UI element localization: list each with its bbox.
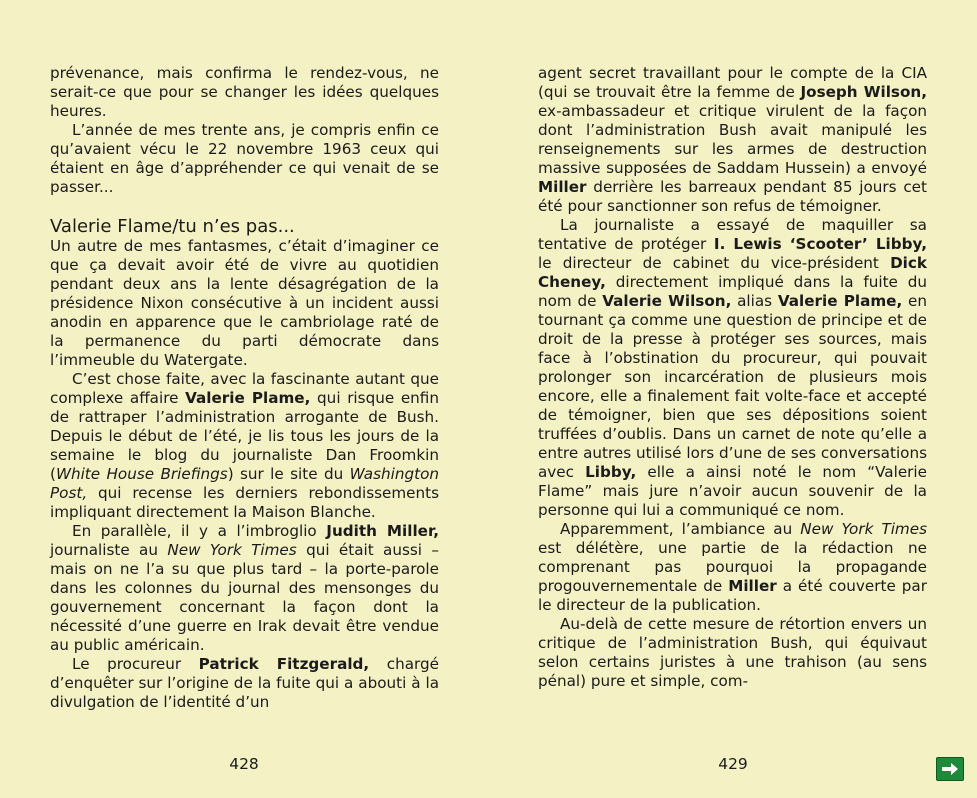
page-number-right: 429	[718, 755, 748, 773]
paragraph: agent secret travaillant pour le compte de la CIA (qui se trouvait être la femme de Joseph Wilson, ex-ambassadeur et critique virulent de la façon dont l’administration Bush avait manipulé les renseignements sur les armes de destruction massive supposées de Saddam Hussein) a envoyé Miller derrière les barreaux pendant 85 jours cet été pour sanctionner son refus de témoigner.	[538, 64, 927, 215]
paragraph: La journaliste a essayé de maquiller sa tentative de protéger I. Lewis ‘Scooter’ Libby, le directeur de cabinet du vice-président Dick Cheney, directement impliqué dans la fuite du nom de Valerie Wilson, alias Valerie Plame, en tournant ça comme une question de principe et de droit de la presse à protéger ses sources, mais face à l’obstination du procureur, qui pouvait prolonger son incarcération de plusieurs mois encore, elle a finalement fait volte-face et accepté de témoigner, bien que ses dépositions soient truffées d’oublis. Dans un carnet de note qu’elle a entre autres utilisé lors d’une de ses conversations avec Libby, elle a ainsi noté le nom “Valerie Flame” mais jure n’avoir aucun souvenir de la personne qui lui a communiqué ce nom.	[538, 216, 927, 519]
italic-title: New York Times	[167, 541, 297, 559]
next-page-button[interactable]	[936, 757, 964, 781]
bold-name: Valerie Plame,	[185, 389, 311, 407]
paragraph: prévenance, mais confirma le rendez-vous, ne serait-ce que pour se changer les idées quelques heures.	[50, 64, 439, 120]
arrow-right-icon	[941, 762, 959, 776]
section-title: Valerie Flame/tu n’es pas...	[50, 216, 295, 237]
bold-name: Valerie Wilson,	[602, 292, 732, 310]
bold-name: Libby,	[585, 463, 637, 481]
paragraph: Apparemment, l’ambiance au New York Times est délétère, une partie de la rédaction ne comprenant pas pourquoi la propagande progouvernementale de Miller a été couverte par le directeur de la publication.	[538, 520, 927, 614]
italic-title: New York Times	[800, 520, 927, 538]
paragraph: Au-delà de cette mesure de rétortion envers un critique de l’administration Bush, qui équivaut selon certains juristes à une trahison (au sens pénal) pure et simple, com-	[538, 615, 927, 690]
bold-name: Patrick Fitzgerald,	[198, 655, 370, 673]
bold-name: Joseph Wilson,	[800, 83, 927, 101]
paragraph: En parallèle, il y a l’imbroglio Judith Miller, journaliste au New York Times qui était aussi – mais on ne l’a su que plus tard – la porte-parole dans les colonnes du journal des mensonges du gouvernement concernant la façon dont la nécessité d’une guerre en Irak devait être vendue au public américain.	[50, 522, 439, 654]
italic-title: Washington Post,	[50, 465, 439, 502]
italic-title: White House Briefings	[55, 465, 228, 483]
bold-name: Dick Cheney,	[538, 254, 927, 291]
bold-name: Miller	[538, 178, 587, 196]
bold-name: Judith Miller,	[326, 522, 439, 540]
paragraph: Le procureur Patrick Fitzgerald, chargé d’enquêter sur l’origine de la fuite qui a abouti à la divulgation de l’identité d’un	[50, 655, 439, 711]
bold-name: Valerie Plame,	[777, 292, 903, 310]
paragraph: Un autre de mes fantasmes, c’était d’imaginer ce que ça devait avoir été de vivre au quotidien pendant deux ans la lente désagrégation de la présidence Nixon consécutive à un incident aussi anodin en apparence que le cambriolage raté de la permanence du parti démocrate dans l’immeuble du Watergate.	[50, 237, 439, 369]
page-number-left: 428	[229, 755, 259, 773]
right-page-column	[538, 64, 927, 691]
paragraph: L’année de mes trente ans, je compris enfin ce qu’avaient vécu le 22 novembre 1963 ceux qui étaient en âge d’appréhender ce qui venait de se passer...	[50, 121, 439, 196]
paragraph: C’est chose faite, avec la fascinante autant que complexe affaire Valerie Plame, qui risque enfin de rattraper l’administration arrogante de Bush. Depuis le début de l’été, je lis tous les jours de la semaine le blog du journaliste Dan Froomkin (White House Briefings) sur le site du Washington Post, qui recense les derniers rebondissements impliquant directement la Maison Blanche.	[50, 370, 439, 521]
bold-name: Miller	[728, 577, 777, 595]
bold-name: I. Lewis ‘Scooter’ Libby,	[713, 235, 927, 253]
left-page-column	[50, 64, 439, 712]
